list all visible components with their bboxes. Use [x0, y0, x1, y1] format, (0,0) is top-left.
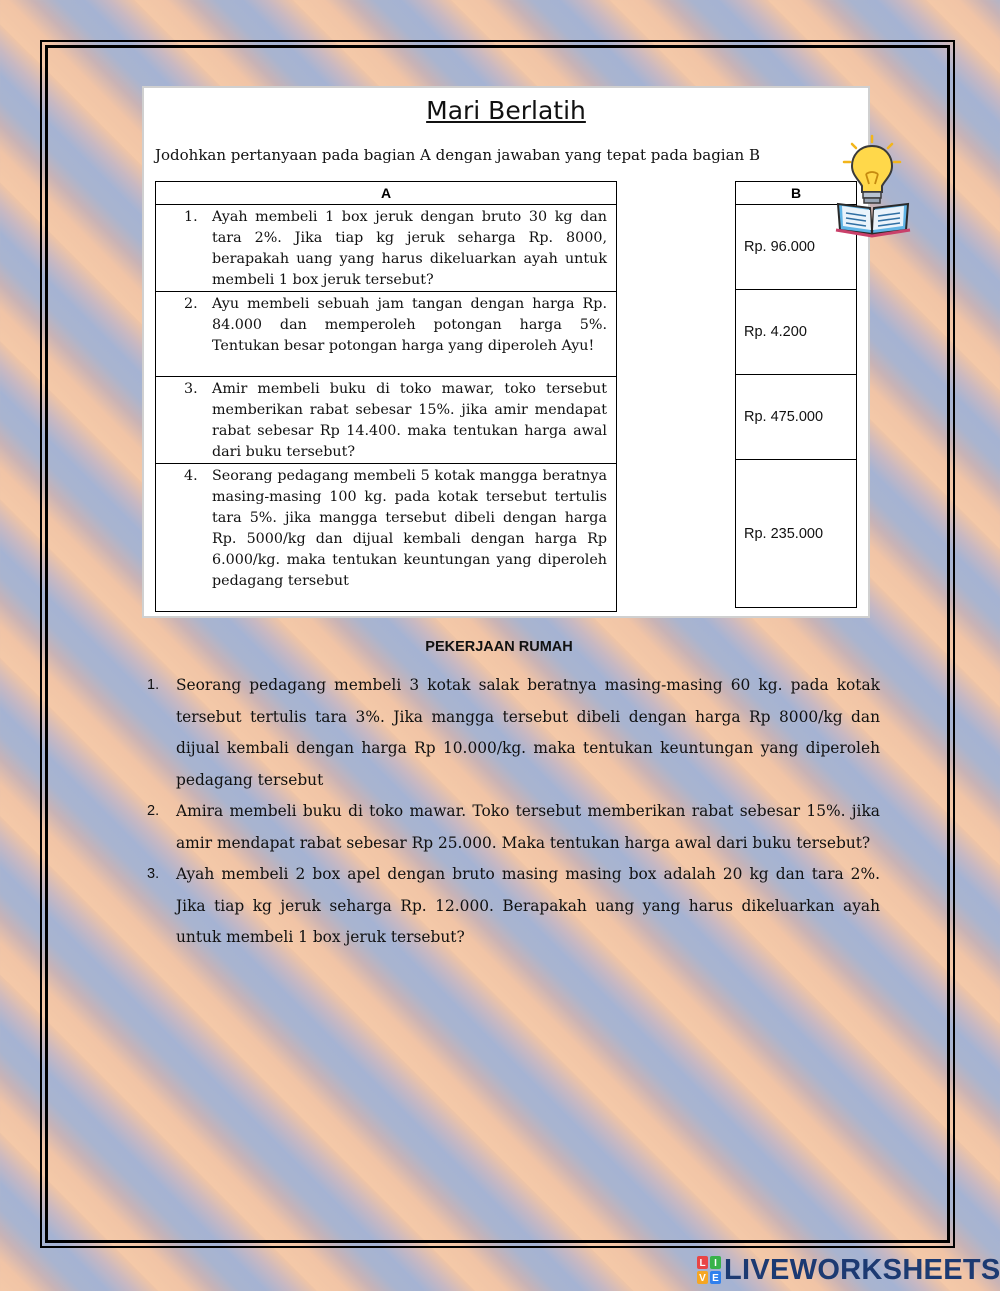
logo-letter: E	[712, 1273, 719, 1284]
question-number: 4.	[184, 468, 198, 484]
logo-letter: V	[699, 1273, 706, 1284]
question-text: Seorang pedagang membeli 5 kotak mangga beratnya masing-masing 100 kg. pada kotak tersebut tertulis tara 5%. jika mangga tersebut dibeli dengan harga Rp. 5000/kg dan dijual kembali dengan harga Rp 6.000/kg. maka tentukan keuntungan yang diperoleh pedagang tersebut	[212, 468, 607, 589]
question-text: Ayu membeli sebuah jam tangan dengan harga Rp. 84.000 dan memperoleh potongan harga 5%. Tentukan besar potongan harga yang diperoleh Ayu!	[212, 296, 607, 354]
homework-text: Seorang pedagang membeli 3 kotak salak beratnya masing-masing 60 kg. pada kotak tersebut tertulis tara 3%. Jika mangga tersebut dibeli dengan harga Rp 8000/kg dan dijual kembali dengan harga Rp 10.000/kg. maka tentukan keuntungan yang diperoleh pedagang tersebut	[176, 676, 880, 789]
homework-item	[147, 796, 880, 859]
worksheet-title: Mari Berlatih	[426, 96, 586, 125]
answer-drop-target[interactable]: Rp. 475.000	[736, 375, 857, 460]
homework-item	[147, 670, 880, 796]
answer-drop-target[interactable]: Rp. 235.000	[736, 460, 857, 608]
homework-number: 3.	[147, 866, 160, 882]
question-text: Ayah membeli 1 box jeruk dengan bruto 30 kg dan tara 2%. Jika tiap kg jeruk seharga Rp. 8000, berapakah uang yang harus dikeluarkan ayah untuk membeli 1 box jeruk tersebut?	[212, 209, 607, 288]
homework-number: 1.	[147, 677, 160, 693]
lightbulb-book-icon	[834, 134, 912, 238]
answer-drop-target[interactable]: Rp. 96.000	[736, 205, 857, 290]
logo-letter: L	[699, 1258, 706, 1269]
question-cell	[156, 464, 617, 612]
homework-item	[147, 859, 880, 954]
instruction-text: Jodohkan pertanyaan pada bagian A dengan jawaban yang tepat pada bagian B	[155, 146, 760, 164]
question-cell	[156, 205, 617, 292]
homework-list	[147, 670, 880, 954]
homework-text: Ayah membeli 2 box apel dengan bruto masing masing box adalah 20 kg dan tara 2%. Jika tiap kg jeruk seharga Rp. 12.000. Berapakah uang yang harus dikeluarkan ayah untuk membeli 1 box jeruk tersebut?	[176, 865, 880, 946]
question-table-a	[155, 181, 617, 612]
question-number: 1.	[184, 209, 198, 225]
question-cell	[156, 292, 617, 377]
answer-table-b	[735, 181, 857, 608]
column-b-header: B	[736, 182, 857, 205]
homework-text: Amira membeli buku di toko mawar. Toko tersebut memberikan rabat sebesar 15%. jika amir mendapat rabat sebesar Rp 25.000. Maka tentukan harga awal dari buku tersebut?	[176, 802, 880, 852]
question-cell	[156, 377, 617, 464]
brand-wordmark: LIVEWORKSHEETS	[724, 1254, 1000, 1286]
homework-number: 2.	[147, 803, 160, 819]
question-number: 3.	[184, 381, 198, 397]
answer-drop-target[interactable]: Rp. 4.200	[736, 290, 857, 375]
liveworksheets-logo-icon	[697, 1256, 721, 1284]
question-text: Amir membeli buku di toko mawar, toko tersebut memberikan rabat sebesar 15%. jika amir mendapat rabat sebesar Rp 14.400. maka tentukan harga awal dari buku tersebut?	[212, 381, 607, 460]
liveworksheets-brand[interactable]	[697, 1252, 1000, 1288]
homework-heading: PEKERJAAN RUMAH	[425, 639, 573, 655]
logo-letter: I	[714, 1258, 717, 1269]
question-number: 2.	[184, 296, 198, 312]
column-a-header: A	[156, 182, 617, 205]
